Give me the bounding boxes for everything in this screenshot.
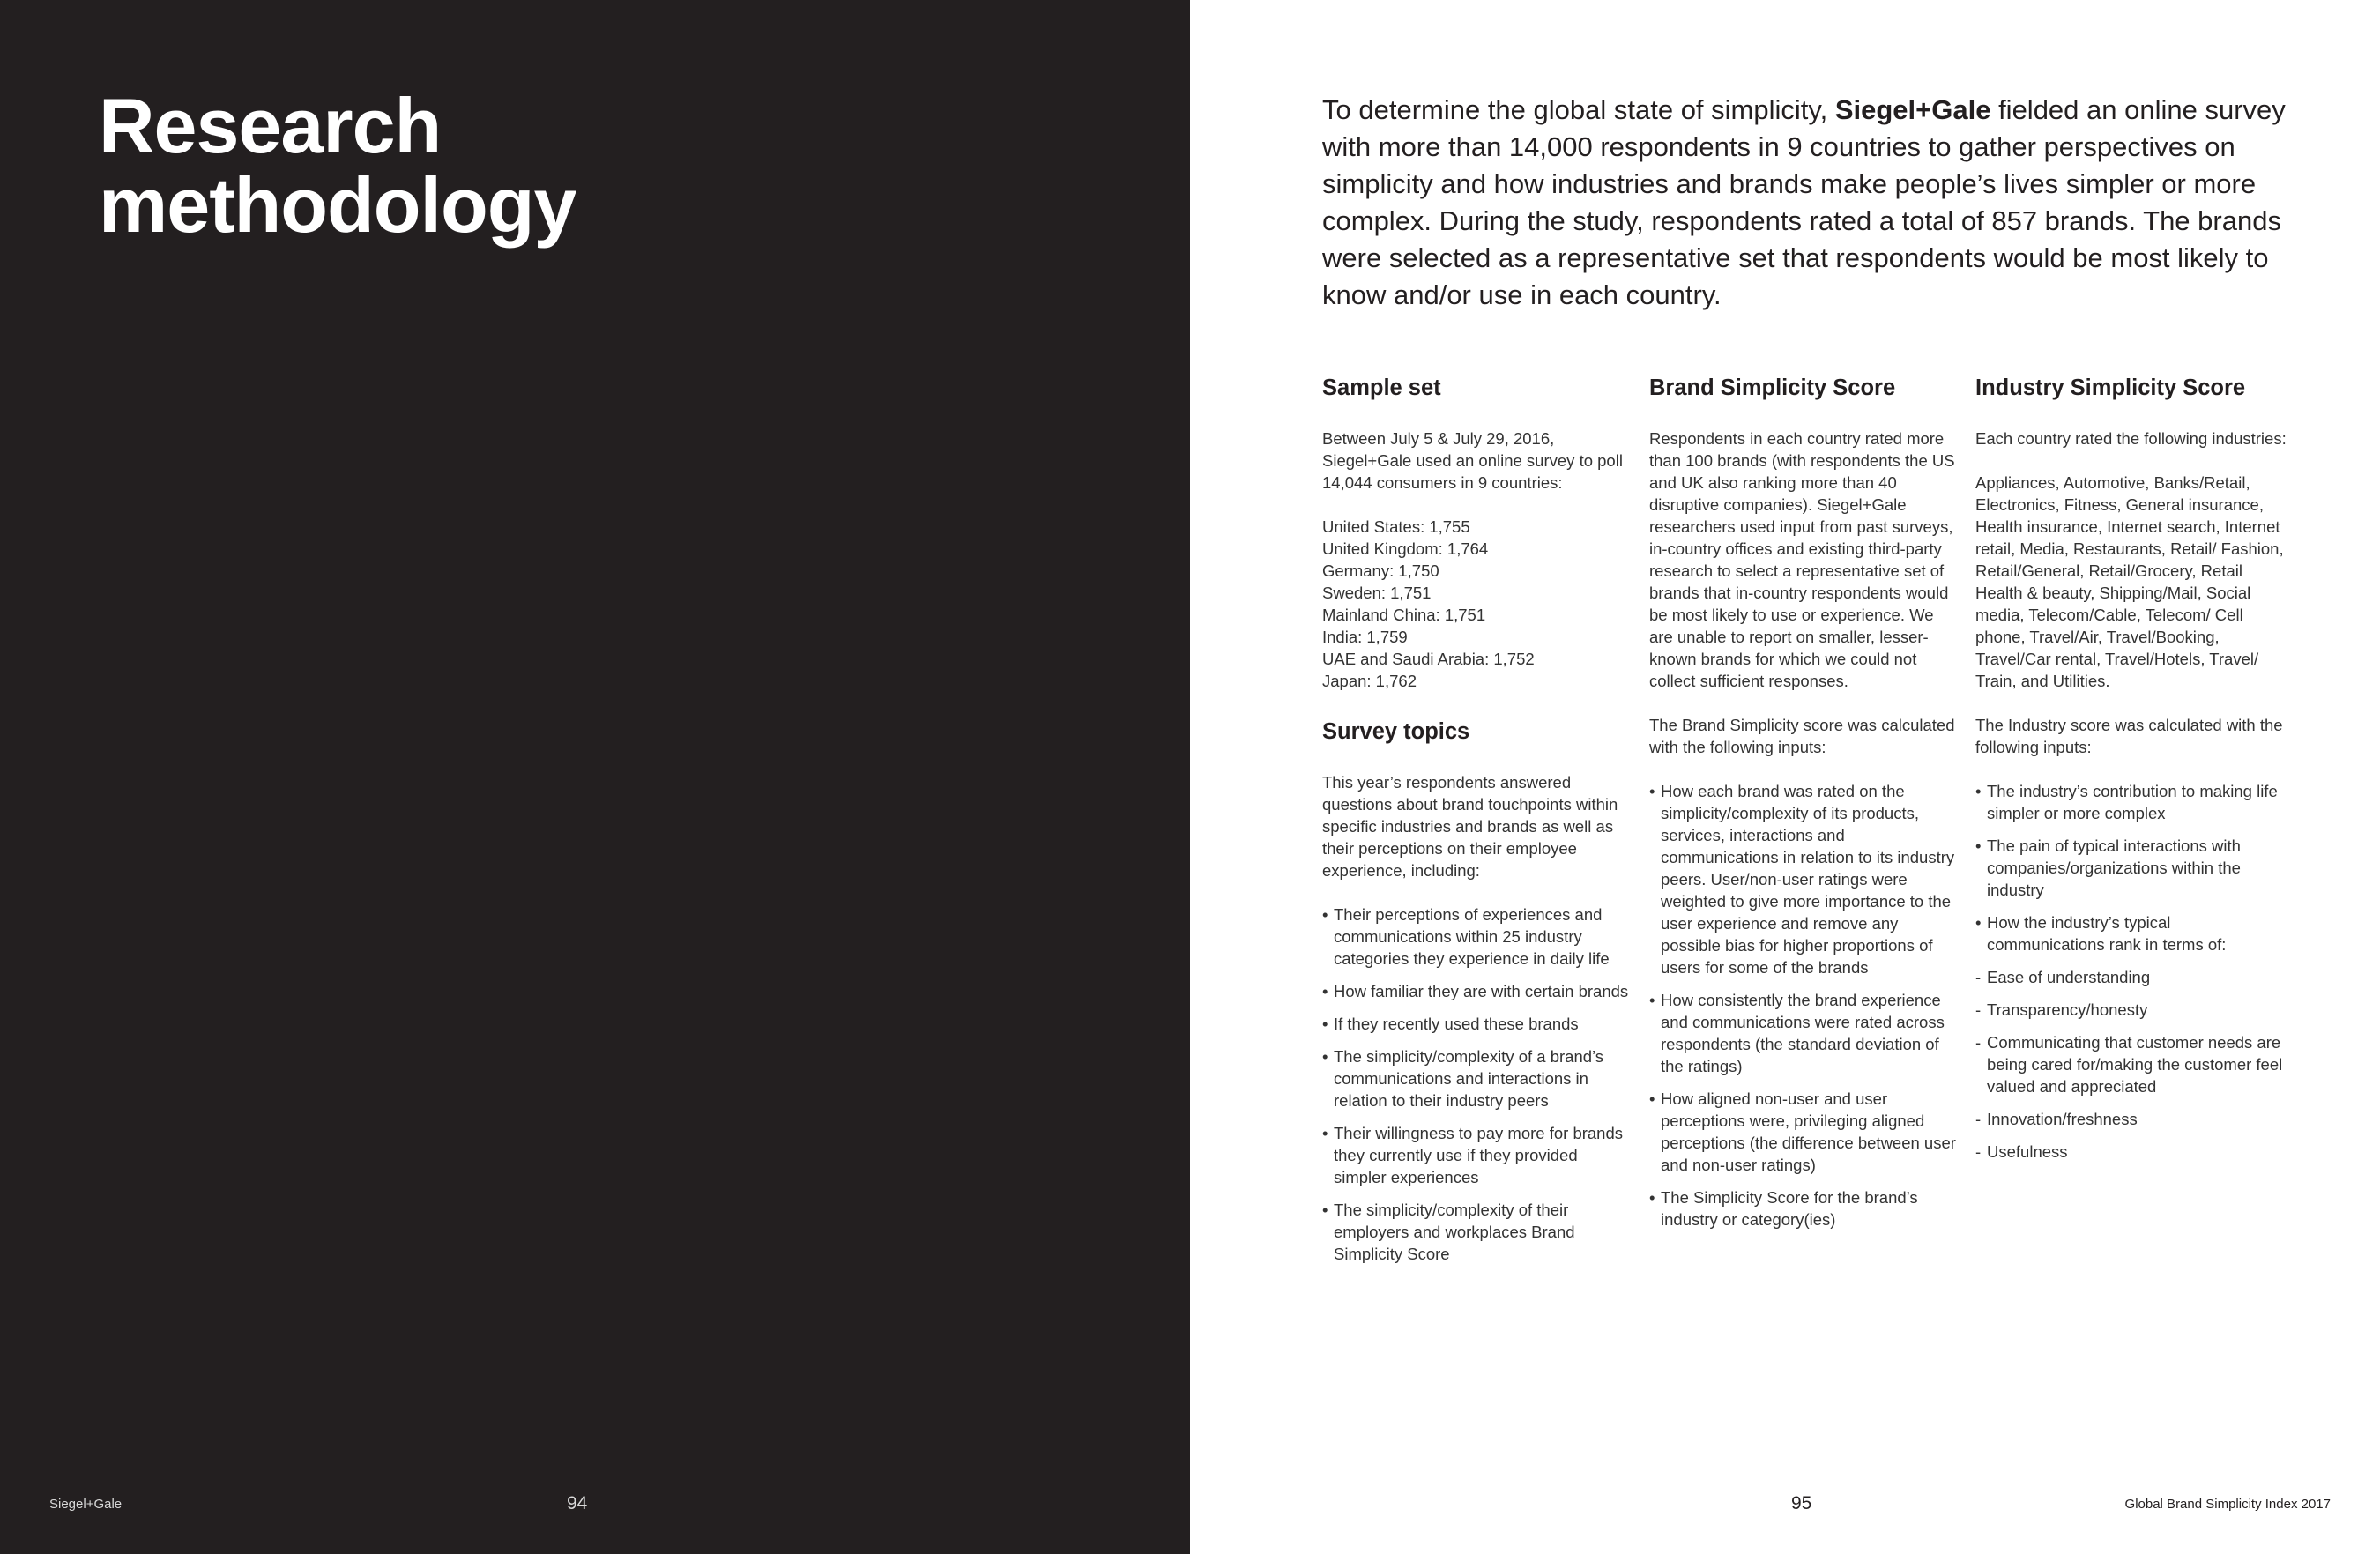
list-item: • The simplicity/complexity of their employers and workplaces Brand Simplicity Score	[1322, 1199, 1631, 1265]
brand-score-text-1: Respondents in each country rated more than 100 brands (with respondents the US and UK also ranking more than 40 disruptive companies). Siegel+Gale researchers used input from past surveys, in-country offices and existing third-party research to select a representative set of brands that in-country respondents would be most likely to use or experience. We are unable to report on smaller, lesser-known brands for which we could not collect sufficient responses.	[1649, 429, 1955, 690]
list-item: • How consistently the brand experience and communications were rated across respondents (the standard deviation of the ratings)	[1649, 989, 1958, 1077]
list-item: - Innovation/freshness	[1975, 1108, 2293, 1130]
list-item: - Usefulness	[1975, 1141, 2293, 1163]
page-title	[99, 82, 576, 249]
list-item: - Transparency/honesty	[1975, 999, 2293, 1021]
country-item: Germany: 1,750	[1322, 561, 1439, 580]
country-item: United Kingdom: 1,764	[1322, 539, 1489, 558]
industry-score-list	[1975, 780, 2293, 955]
right-page	[1190, 0, 2380, 1554]
list-item: - Communicating that customer needs are being cared for/making the customer feel valued and appreciated	[1975, 1031, 2293, 1097]
column-sample-set	[1322, 370, 1631, 1275]
country-item: Mainland China: 1,751	[1322, 606, 1486, 624]
list-item: • The industry’s contribution to making life simpler or more complex	[1975, 780, 2293, 824]
list-item: • Their willingness to pay more for brands they currently use if they provided simpler experiences	[1322, 1122, 1631, 1188]
list-item: • How familiar they are with certain brands	[1322, 980, 1631, 1002]
intro-paragraph	[1322, 92, 2292, 314]
country-item: Japan: 1,762	[1322, 672, 1417, 690]
survey-topics-list	[1322, 903, 1631, 1265]
industry-score-text-3: The Industry score was calculated with the following inputs:	[1975, 716, 2283, 756]
country-item: Sweden: 1,751	[1322, 584, 1432, 602]
country-item: UAE and Saudi Arabia: 1,752	[1322, 650, 1535, 668]
footer-report-title: Global Brand Simplicity Index 2017	[2124, 1497, 2331, 1512]
column-brand-score	[1649, 370, 1958, 1241]
title-line-2: methodology	[99, 161, 576, 249]
sample-set-heading: Sample set	[1322, 375, 1441, 400]
page-number-left: 94	[567, 1493, 588, 1513]
list-item: • The Simplicity Score for the brand’s industry or category(ies)	[1649, 1186, 1958, 1231]
brand-score-heading: Brand Simplicity Score	[1649, 375, 1896, 400]
list-item: • If they recently used these brands	[1322, 1013, 1631, 1035]
brand-score-list	[1649, 780, 1958, 1231]
country-item: India: 1,759	[1322, 628, 1408, 646]
list-item: - Ease of understanding	[1975, 966, 2293, 988]
country-list	[1322, 516, 1631, 692]
list-item: • How each brand was rated on the simplicity/complexity of its products, services, interactions and communications in relation to its industry peers. User/non-user ratings were weighted to give more importance to the user experience and remove any possible bias for higher proportions of users for some of the brands	[1649, 780, 1958, 978]
survey-topics-heading: Survey topics	[1322, 719, 1470, 744]
footer-brand-left: Siegel+Gale	[49, 1497, 123, 1512]
title-line-1: Research	[99, 82, 442, 169]
brand-score-text-2: The Brand Simplicity score was calculated with the following inputs:	[1649, 716, 1955, 756]
communication-criteria-list	[1975, 966, 2293, 1163]
survey-topics-text: This year’s respondents answered questions about brand touchpoints within specific industries and brands as well as their perceptions on their employee experience, including:	[1322, 773, 1618, 880]
list-item: • The simplicity/complexity of a brand’s communications and interactions in relation to their industry peers	[1322, 1045, 1631, 1112]
list-item: • Their perceptions of experiences and communications within 25 industry categories they experience in daily life	[1322, 903, 1631, 970]
industry-score-heading: Industry Simplicity Score	[1975, 375, 2246, 400]
country-item: United States: 1,755	[1322, 517, 1470, 536]
page-number-right: 95	[1791, 1493, 1812, 1513]
list-item: • The pain of typical interactions with companies/organizations within the industry	[1975, 835, 2293, 901]
intro-text-end: fielded an online survey with more than 14,000 respondents in 9 countries to gather perspectives on simplicity and how industries and brands make people’s lives simpler or more complex. During the study, respondents rated a total of 857 brands. The brands were selected as a representative set that respondents would be most likely to know and/or use in each country.	[1322, 94, 2286, 310]
intro-text-start: To determine the global state of simplicity,	[1322, 94, 1835, 125]
intro-brand-bold: Siegel+Gale	[1834, 94, 1991, 125]
industry-score-text-1: Each country rated the following industries:	[1975, 429, 2287, 448]
sample-set-text: Between July 5 & July 29, 2016, Siegel+Gale used an online survey to poll 14,044 consumers in 9 countries:	[1322, 429, 1623, 492]
column-industry-score	[1975, 370, 2293, 1173]
list-item: • How the industry’s typical communications rank in terms of:	[1975, 911, 2293, 955]
industry-list-text: Appliances, Automotive, Banks/Retail, Electronics, Fitness, General insurance, Health insurance, Internet search, Internet retail, Media, Restaurants, Retail/ Fashion, Retail/General, Retail/Grocery, Retail Health & beauty, Shipping/Mail, Social media, Telecom/Cable, Telecom/ Cell phone, Travel/Air, Travel/Booking, Travel/Car rental, Travel/Hotels, Travel/ Train, and Utilities.	[1975, 473, 2284, 690]
list-item: • How aligned non-user and user perceptions were, privileging aligned perceptions (the difference between user and non-user ratings)	[1649, 1088, 1958, 1176]
